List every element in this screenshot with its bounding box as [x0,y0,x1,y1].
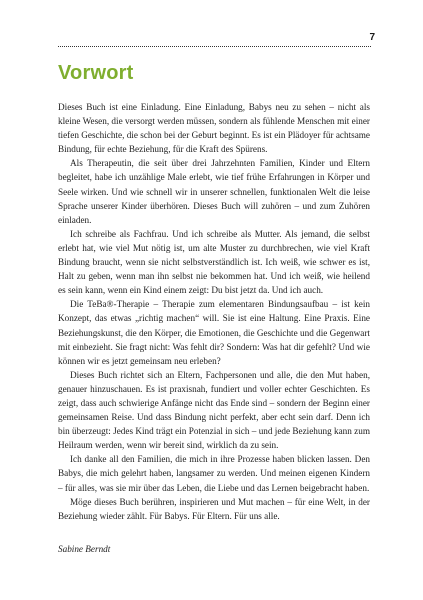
paragraph: Dieses Buch richtet sich an Eltern, Fachpersonen und alle, die den Mut haben, genauer hinzuschauen. Es ist praxisnah, fundiert und voller echter Geschichten. Es zeigt, dass auch schwierige Anfänge nicht das Ende sind – sondern der Beginn einer gemeinsamen Reise. Und dass Bindung nicht perfekt, aber echt sein darf. Denn ich bin überzeugt: Jedes Kind trägt ein Potenzial in sich – und jede Beziehung kann zum Heilraum werden, wenn wir bereit sind, wirklich da zu sein. [58,369,370,451]
paragraph: Ich schreibe als Fachfrau. Und ich schreibe als Mutter. Als jemand, die selbst erlebt hat, wie viel Mut nötig ist, um alte Muster zu durchbrechen, wie viel Kraft Bindung braucht, wenn sie nicht selbstverständlich ist. Ich weiß, wie schwer es ist, Halt zu geben, wenn man ihn selbst nie bekommen hat. Und ich weiß, wie heilend es sein kann, wenn ein Kind einem zeigt: Du bist jetzt da. Und ich auch. [58,228,370,296]
author-signature: Sabine Berndt [58,544,111,554]
paragraph: Möge dieses Buch berühren, inspirieren und Mut machen – für eine Welt, in der Beziehung wieder zählt. Für Babys. Für Eltern. Für uns alle. [58,496,370,521]
paragraph: Als Therapeutin, die seit über drei Jahrzehnten Familien, Kinder und Eltern begleitet, habe ich unzählige Male erlebt, wie tief frühe Erfahrungen in Körper und Seele wirken. Und wie schnell wir in unserer schnellen, funktionalen Welt die leise Sprache unserer Kinder überhören. Dieses Buch will zuhören – und zum Zuhören einladen. [58,158,370,225]
page-number: 7 [369,32,375,43]
paragraph: Dieses Buch ist eine Einladung. Eine Einladung, Babys neu zu sehen – nicht als kleine Wesen, die versorgt werden müssen, sondern als fühlende Menschen mit einer tiefen Geschichte, die schon bei der Geburt beginnt. Es ist ein Plädoyer für achtsame Bindung, für echte Beziehung, für die Kraft des Spürens. [58,102,370,155]
paragraph: Die TeBa®-Therapie – Therapie zum elementaren Bindungsaufbau – ist kein Konzept, das etwas „richtig machen“ will. Sie ist eine Haltung. Eine Praxis. Eine Beziehungskunst, die den Körper, die Emotionen, die Geschichte und die Gegenwart mit einbezieht. Sie fragt nicht: Was fehlt dir? Sondern: Was hat dir gefehlt? Und wie können wir es jetzt gemeinsam neu erleben? [58,299,370,366]
paragraph: Ich danke all den Familien, die mich in ihre Prozesse haben blicken lassen. Den Babys, die mich gelehrt haben, langsamer zu werden. Und meinen eigenen Kindern – für alles, was sie mir über das Leben, die Liebe und das Lernen beigebracht haben. [58,454,370,493]
chapter-title: Vorwort [58,62,134,84]
header-divider [58,46,371,47]
body-text [58,100,370,523]
